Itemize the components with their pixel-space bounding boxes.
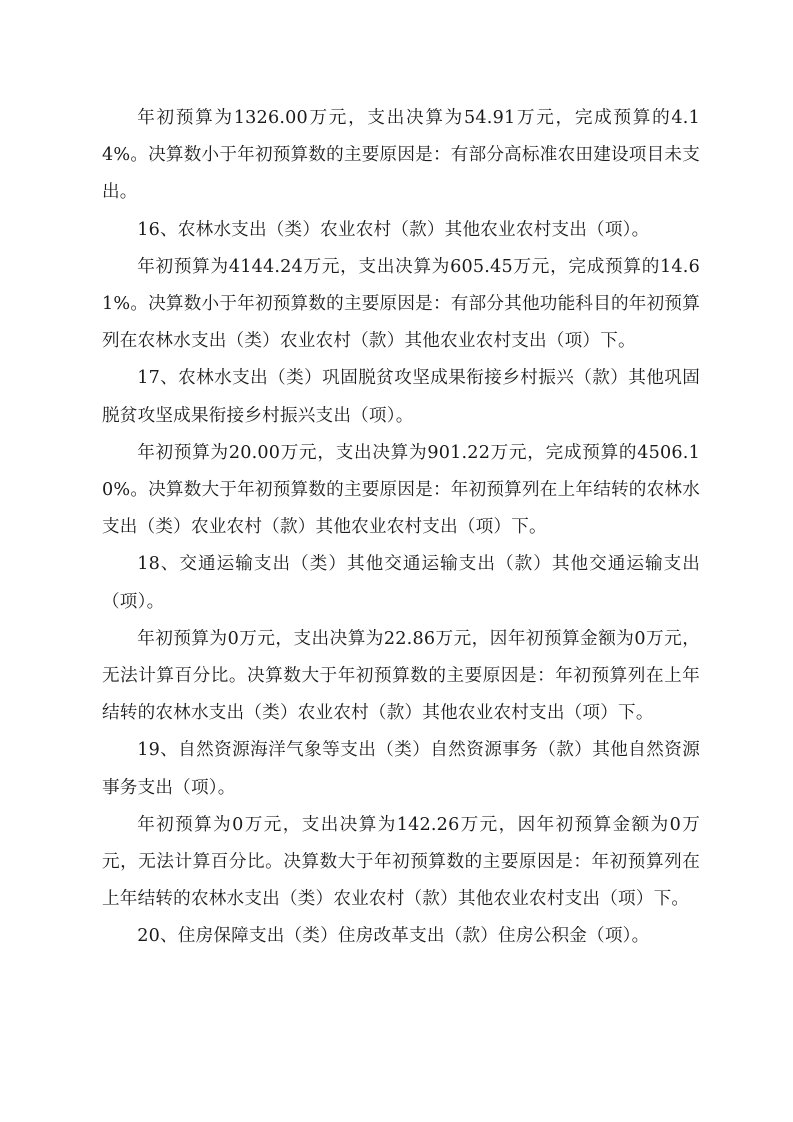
budget-explanation-paragraph: 年初预算为20.00万元，支出决算为901.22万元，完成预算的4506.10%。决算数大于年初预算数的主要原因是：年初预算列在上年结转的农林水支出（类）农业农村（款）其他农业农村支出（项）下。	[102, 442, 700, 538]
budget-explanation-paragraph: 年初预算为0万元，支出决算为22.86万元，因年初预算金额为0万元，无法计算百分比。决算数大于年初预算数的主要原因是：年初预算列在上年结转的农林水支出（类）农业农村（款）其他农业农村支出（项）下。	[102, 628, 700, 724]
item-heading-20: 20、住房保障支出（类）住房改革支出（款）住房公积金（项）。	[137, 926, 650, 947]
item-heading-17: 17、农林水支出（类）巩固脱贫攻坚成果衔接乡村振兴（款）其他巩固脱贫攻坚成果衔接乡村振兴支出（项）。	[102, 368, 700, 426]
budget-explanation-paragraph: 年初预算为0万元，支出决算为142.26万元，因年初预算金额为0万元，无法计算百分比。决算数大于年初预算数的主要原因是：年初预算列在上年结转的农林水支出（类）农业农村（款）其他农业农村支出（项）下。	[102, 814, 700, 910]
item-heading-19: 19、自然资源海洋气象等支出（类）自然资源事务（款）其他自然资源事务支出（项）。	[102, 740, 700, 798]
budget-explanation-paragraph: 年初预算为4144.24万元，支出决算为605.45万元，完成预算的14.61%。决算数小于年初预算数的主要原因是：有部分其他功能科目的年初预算列在农林水支出（类）农业农村（款）其他农业农村支出（项）下。	[102, 256, 700, 352]
item-heading-16: 16、农林水支出（类）农业农村（款）其他农业农村支出（项）。	[137, 219, 650, 240]
budget-explanation-paragraph: 年初预算为1326.00万元，支出决算为54.91万元，完成预算的4.14%。决算数小于年初预算数的主要原因是：有部分高标准农田建设项目未支出。	[102, 108, 700, 203]
document-page	[102, 100, 700, 956]
item-heading-18: 18、交通运输支出（类）其他交通运输支出（款）其他交通运输支出（项）。	[102, 554, 700, 612]
